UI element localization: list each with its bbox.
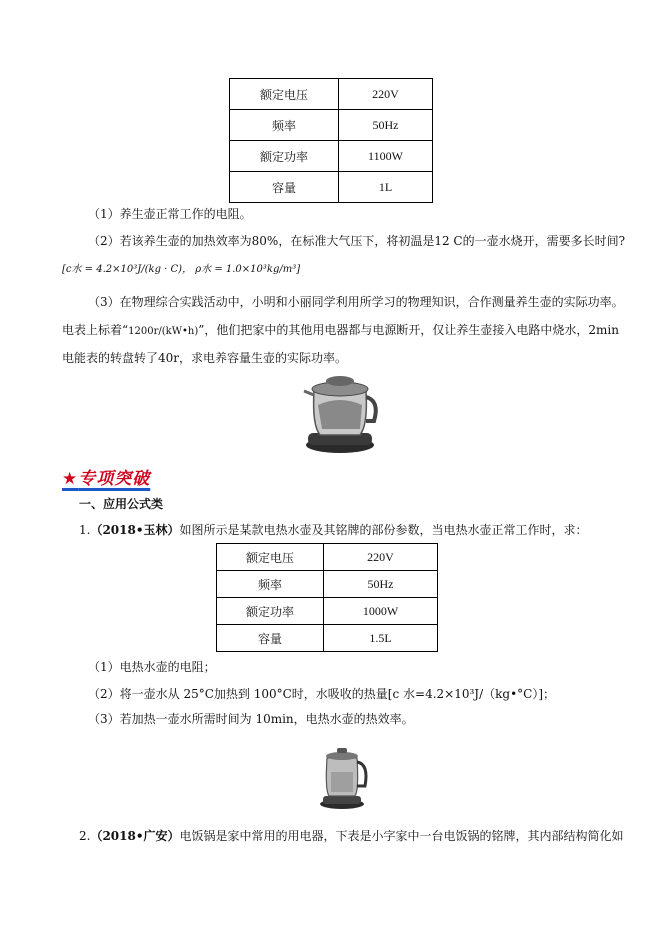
table-row — [230, 141, 433, 172]
kettle-image-health-pot — [300, 365, 382, 455]
question-text: 如图所示是某款电热水壶及其铭牌的部份参数，当电热水壶正常工作时，求： — [179, 523, 588, 537]
table-cell: 频率 — [217, 571, 324, 598]
constants-formula: [c水 = 4.2×10³J/(kg · C)， ρ水 = 1.0×10³kg/m³] — [62, 264, 301, 275]
text: 电能表的转盘转了 — [62, 351, 159, 365]
table-cell: 1.5L — [324, 625, 438, 652]
table-cell: 50Hz — [324, 571, 438, 598]
table-cell: 额定电压 — [217, 544, 324, 571]
text: 电表上标着“ — [62, 323, 129, 337]
question-1-part-3: （3）在物理综合实践活动中，小明和小丽同学利用所学习的物理知识，合作测量养生壶的实际功率。 — [88, 295, 624, 309]
question-3-intro — [79, 828, 624, 844]
heading-text: 专项突破 — [78, 469, 151, 489]
table-cell: 额定功率 — [230, 141, 339, 172]
table-cell: 220V — [339, 79, 433, 110]
question-2-part-2: （2）将一壶水从 25°C加热到 100°C时，水吸收的热量[c 水=4.2×10³J/（kg•°C）]； — [88, 687, 556, 701]
kettle-image-electric — [315, 742, 371, 810]
table-cell: 容量 — [230, 172, 339, 203]
table-row — [230, 79, 433, 110]
meter-constant: 1200r/(kW•h) — [128, 326, 199, 337]
section-heading — [62, 464, 150, 489]
time-value: 2min — [588, 323, 619, 337]
question-2-part-3: （3）若加热一壶水所需时间为 10min，电热水壶的热效率。 — [88, 712, 414, 726]
temperature-value: 12 C — [434, 234, 463, 248]
question-source: （2018•玉林） — [90, 523, 180, 537]
question-2-part-1: （1）电热水壶的电阻； — [88, 660, 216, 674]
table-row — [217, 598, 438, 625]
table-row — [217, 625, 438, 652]
text: ，在标准大气压下，将初温是 — [278, 234, 435, 248]
table-cell: 1L — [339, 172, 433, 203]
table-cell: 额定电压 — [230, 79, 339, 110]
table-cell: 50Hz — [339, 110, 433, 141]
question-number: 2. — [79, 829, 91, 843]
efficiency-value: 80% — [251, 234, 279, 248]
subsection-title: 一、应用公式类 — [79, 497, 164, 511]
table-cell: 1000W — [324, 598, 438, 625]
table-cell: 额定功率 — [217, 598, 324, 625]
question-1-part-3-line-3 — [62, 350, 347, 366]
text: 的一壶水烧开，需要多长时间? — [462, 234, 626, 248]
spec-table-1 — [229, 78, 433, 203]
table-row — [230, 110, 433, 141]
question-1-part-1: （1）养生壶正常工作的电阻。 — [88, 207, 252, 221]
question-1-part-3-line-2 — [62, 322, 619, 340]
table-row — [217, 544, 438, 571]
table-row — [217, 571, 438, 598]
text: ”，他们把家中的其他用电器都与电源断开，仅让养生壶接入电路中烧水， — [198, 323, 589, 337]
question-number: 1. — [79, 523, 91, 537]
spec-table-2 — [216, 543, 438, 652]
question-2-intro — [79, 522, 588, 538]
revolutions-value: 40r — [158, 351, 180, 365]
question-source: （2018•广安） — [90, 829, 180, 843]
text: ，求电养容量生壶的实际功率。 — [179, 351, 348, 365]
table-row — [230, 172, 433, 203]
text: （2）若该养生壶的加热效率为 — [88, 234, 252, 248]
table-cell: 频率 — [230, 110, 339, 141]
heading-icon: ★ — [62, 469, 79, 489]
table-cell: 220V — [324, 544, 438, 571]
table-cell: 容量 — [217, 625, 324, 652]
question-text: 电饭锅是家中常用的用电器，下表是小字家中一台电饭锅的铭牌，其内部结构简化如 — [179, 829, 624, 843]
question-1-part-2 — [88, 233, 625, 249]
table-cell: 1100W — [339, 141, 433, 172]
